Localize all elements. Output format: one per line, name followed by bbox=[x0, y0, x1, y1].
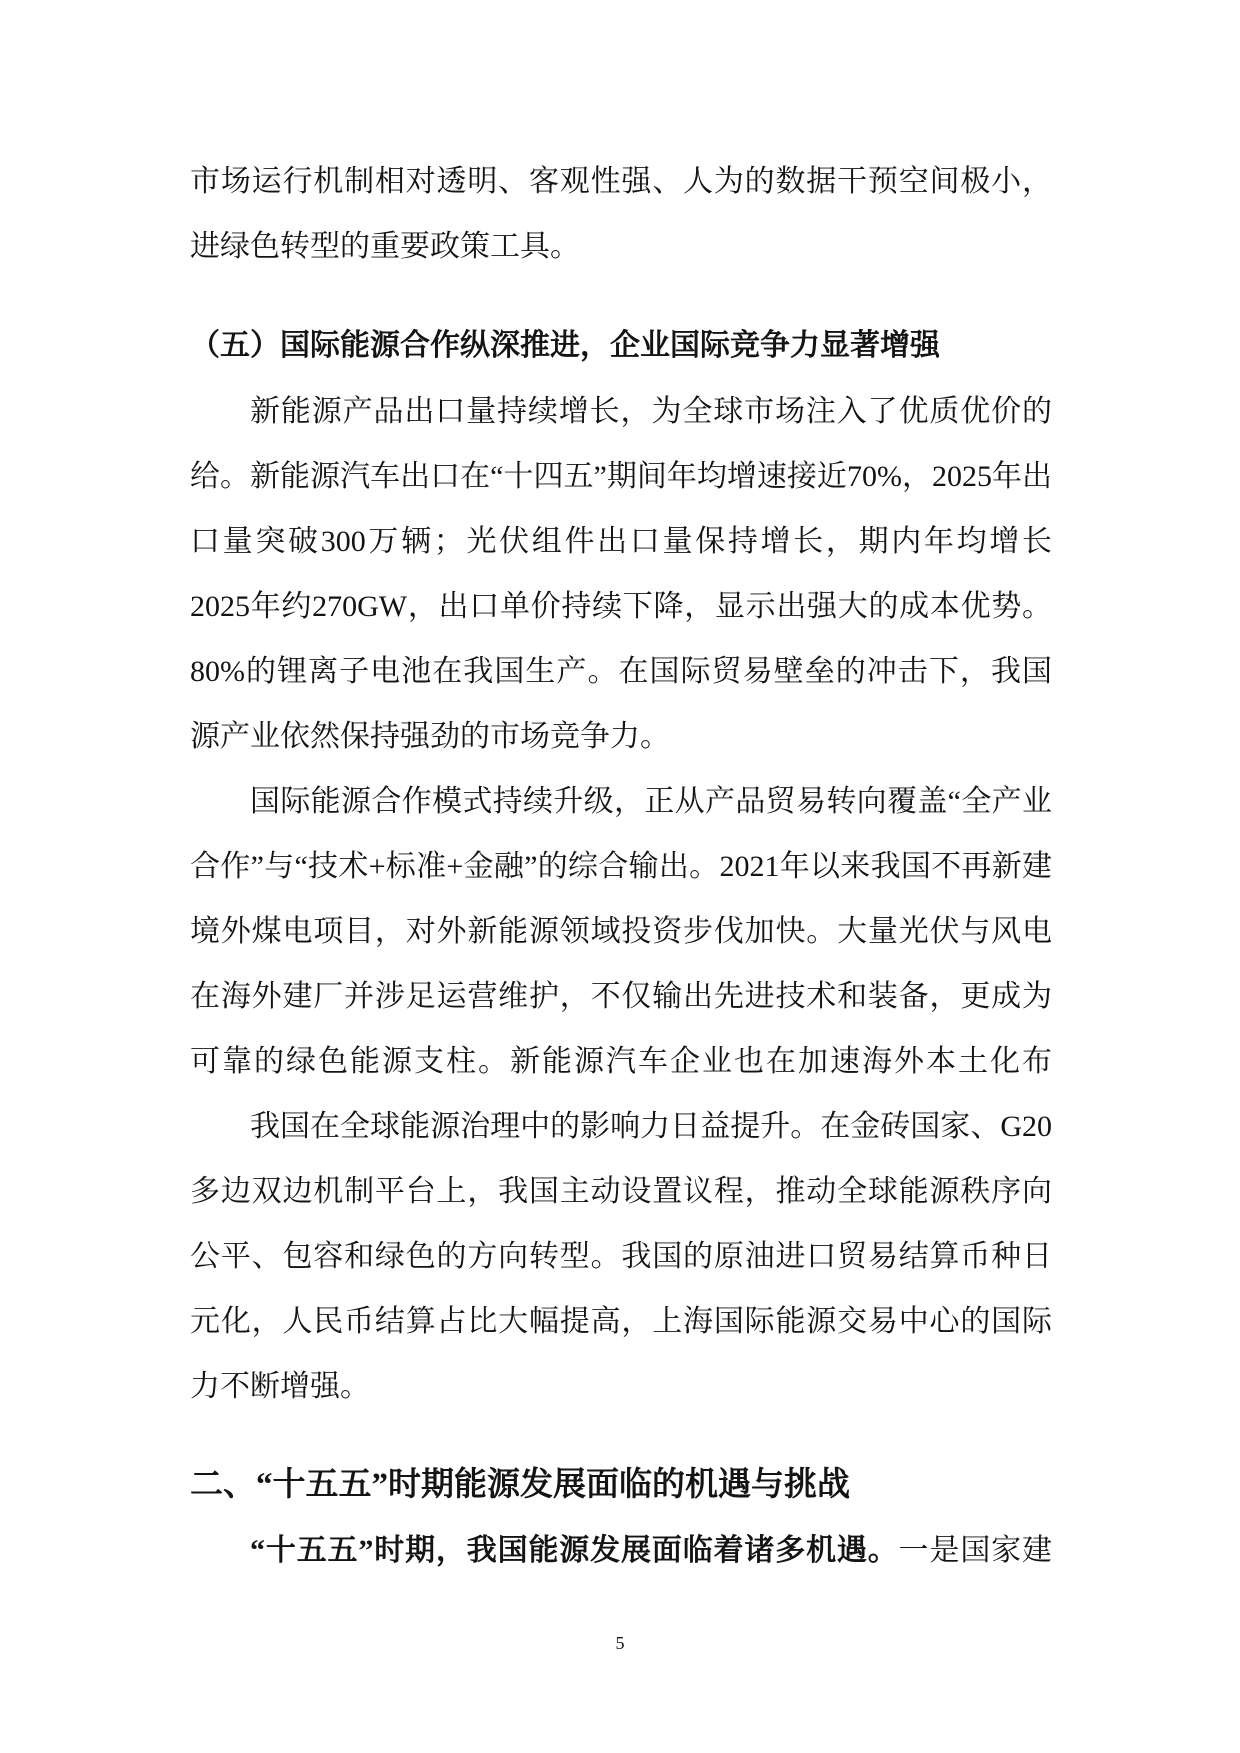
paragraph-line: 给。新能源汽车出口在“十四五”期间年均增速接近70%，2025年出 bbox=[190, 460, 1052, 493]
paragraph-line: 在海外建厂并涉足运营维护，不仅输出先进技术和装备，更成为 bbox=[190, 980, 1052, 1013]
paragraph-line: 新能源产品出口量持续增长，为全球市场注入了优质优价的 bbox=[250, 395, 1052, 428]
paragraph-continuation bbox=[190, 149, 1052, 279]
paragraph bbox=[190, 1094, 1052, 1419]
paragraph-line: 元化，人民币结算占比大幅提高，上海国际能源交易中心的国际 bbox=[190, 1305, 1052, 1338]
paragraph-line: 可靠的绿色能源支柱。新能源汽车企业也在加速海外本土化布 bbox=[190, 1045, 1052, 1078]
paragraph-line: 口量突破300万辆；光伏组件出口量保持增长，期内年均增长 bbox=[190, 525, 1052, 558]
paragraph-line: 境外煤电项目，对外新能源领域投资步伐加快。大量光伏与风电 bbox=[190, 915, 1052, 948]
paragraph bbox=[190, 1518, 1052, 1583]
paragraph bbox=[190, 379, 1052, 769]
plain-text: 一是国家建 bbox=[898, 1534, 1052, 1567]
paragraph-line: 2025年约270GW，出口单价持续下降，显示出强大的成本优势。 bbox=[190, 590, 1052, 623]
chapter-heading: 二、“十五五”时期能源发展面临的机遇与挑战 bbox=[190, 1467, 850, 1503]
paragraph-line: 国际能源合作模式持续升级，正从产品贸易转向覆盖“全产业 bbox=[250, 785, 1052, 818]
paragraph-line: 多边双边机制平台上，我国主动设置议程，推动全球能源秩序向 bbox=[190, 1175, 1052, 1208]
paragraph-line: 市场运行机制相对透明、客观性强、人为的数据干预空间极小， bbox=[190, 165, 1052, 198]
page-number: 5 bbox=[615, 1633, 625, 1653]
paragraph-line: 公平、包容和绿色的方向转型。我国的原油进口贸易结算币种日 bbox=[190, 1240, 1052, 1273]
paragraph-line: 合作”与“技术+标准+金融”的综合输出。2021年以来我国不再新建 bbox=[190, 850, 1052, 883]
body-text bbox=[190, 379, 1052, 1419]
paragraph-line: 我国在全球能源治理中的影响力日益提升。在金砖国家、G20 bbox=[250, 1110, 1052, 1143]
paragraph-line: 力不断增强。 bbox=[190, 1370, 370, 1403]
paragraph-line bbox=[190, 1518, 1052, 1583]
paragraph-line: 80%的锂离子电池在我国生产。在国际贸易壁垒的冲击下，我国 bbox=[190, 655, 1052, 688]
paragraph-line: 进绿色转型的重要政策工具。 bbox=[190, 230, 580, 263]
section-heading: （五）国际能源合作纵深推进，企业国际竞争力显著增强 bbox=[190, 329, 940, 362]
paragraph-line: 源产业依然保持强劲的市场竞争力。 bbox=[190, 720, 670, 753]
paragraph bbox=[190, 769, 1052, 1094]
bold-lead-sentence: “十五五”时期，我国能源发展面临着诸多机遇。 bbox=[250, 1534, 899, 1567]
